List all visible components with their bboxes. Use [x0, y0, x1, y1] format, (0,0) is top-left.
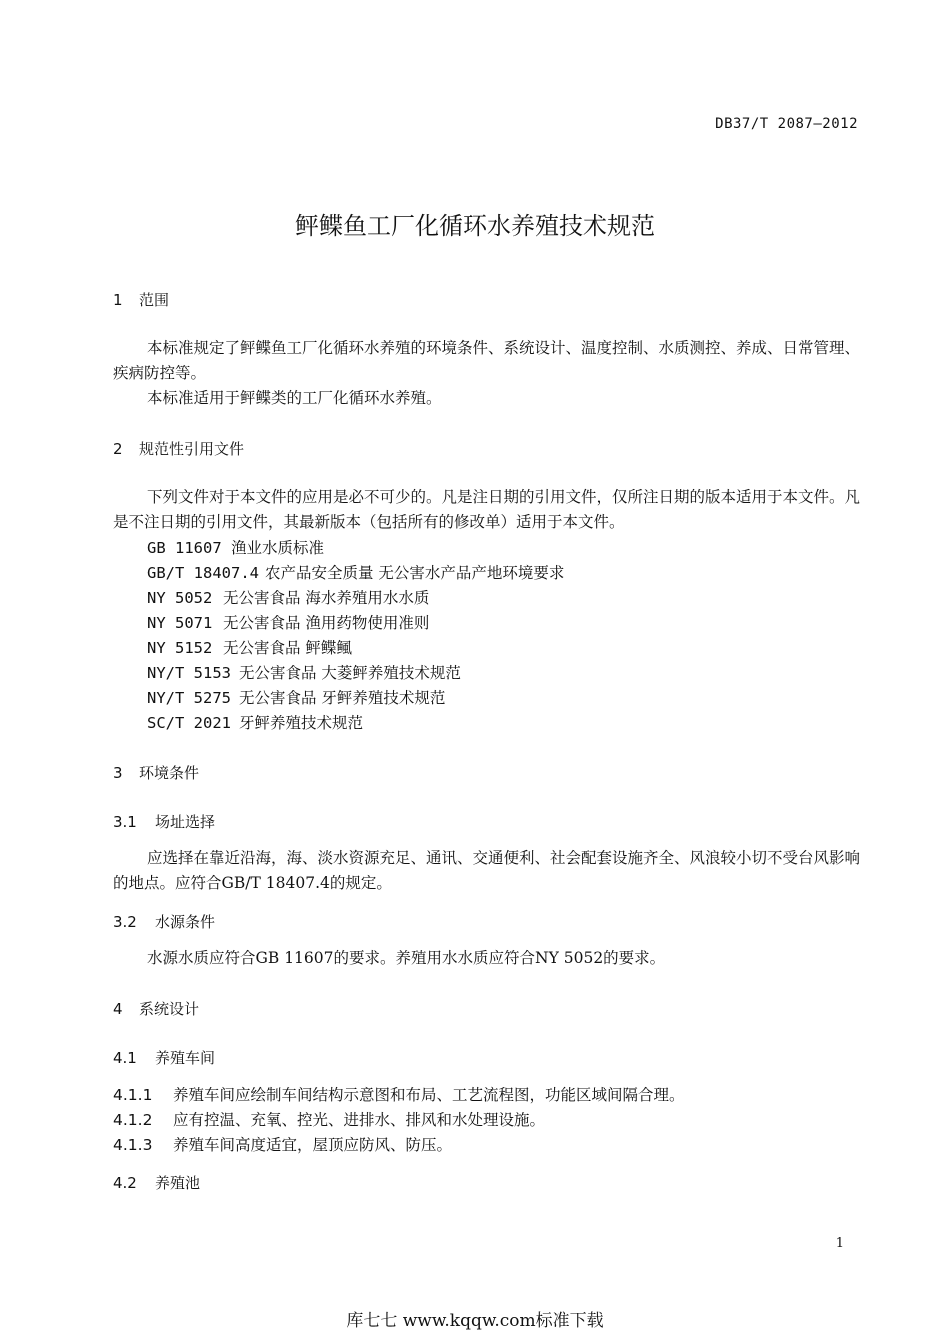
section-title: 范围: [139, 291, 170, 309]
section-number: 3.1: [113, 813, 137, 831]
reference-item: [147, 561, 564, 583]
section-4-1-heading: [113, 1047, 215, 1068]
section-4-heading: [113, 998, 199, 1019]
clause-text: 养殖车间高度适宜，屋顶应防风、防压。: [173, 1136, 453, 1154]
reference-name: 牙鲆养殖技术规范: [239, 714, 364, 732]
section-3-1-heading: [113, 811, 215, 832]
reference-name: 无公害食品 渔用药物使用准则: [223, 614, 430, 632]
clause-number: 4.1.1: [113, 1086, 153, 1104]
section-title: 养殖池: [155, 1174, 201, 1192]
reference-name: 无公害食品 鲆鲽鲺: [223, 639, 352, 657]
reference-code: NY/T 5275: [147, 689, 231, 707]
section-1-paragraph-1: 本标准规定了鲆鲽鱼工厂化循环水养殖的环境条件、系统设计、温度控制、水质测控、养成、日常管理、疾病防控等。: [113, 339, 861, 382]
reference-item: [147, 536, 324, 558]
reference-item: [147, 686, 445, 708]
reference-item: [147, 611, 429, 633]
reference-code: GB 11607: [147, 539, 222, 557]
section-number: 1: [113, 291, 123, 309]
clause-text: 应有控温、充氧、控光、进排水、排风和水处理设施。: [173, 1111, 546, 1129]
section-title: 环境条件: [139, 764, 200, 782]
clause-text: 养殖车间应绘制车间结构示意图和布局、工艺流程图，功能区域间隔合理。: [173, 1086, 685, 1104]
clause-number: 4.1.2: [113, 1111, 153, 1129]
section-2-heading: [113, 438, 244, 459]
reference-item: [147, 661, 461, 683]
section-number: 4: [113, 1000, 123, 1018]
reference-code: NY 5071: [147, 614, 213, 632]
clause-item: [113, 1108, 545, 1130]
document-title: 鲆鲽鱼工厂化循环水养殖技术规范: [295, 212, 655, 240]
reference-name: 无公害食品 海水养殖用水水质: [223, 589, 430, 607]
reference-name: 农产品安全质量 无公害水产品产地环境要求: [265, 564, 565, 582]
reference-code: NY 5052: [147, 589, 213, 607]
section-title: 场址选择: [155, 813, 216, 831]
reference-name: 无公害食品 牙鲆养殖技术规范: [239, 689, 446, 707]
section-number: 4.2: [113, 1174, 137, 1192]
section-number: 3.2: [113, 913, 137, 931]
reference-name: 渔业水质标准: [231, 539, 325, 557]
section-title: 水源条件: [155, 913, 216, 931]
section-title: 规范性引用文件: [139, 440, 245, 458]
clause-number: 4.1.3: [113, 1136, 153, 1154]
section-3-2-heading: [113, 911, 215, 932]
section-1-heading: [113, 289, 169, 310]
section-4-2-heading: [113, 1172, 200, 1193]
reference-code: GB/T 18407.4: [147, 564, 259, 582]
section-1-paragraph-2: 本标准适用于鲆鲽类的工厂化循环水养殖。: [147, 389, 442, 407]
section-3-1-text: 应选择在靠近沿海，海、淡水资源充足、通讯、交通便利、社会配套设施齐全、风浪较小切不受台风影响的地点。应符合GB/T 18407.4的规定。: [113, 849, 861, 892]
section-3-heading: [113, 762, 199, 783]
page-number: 1: [835, 1236, 844, 1251]
reference-name: 无公害食品 大菱鲆养殖技术规范: [239, 664, 461, 682]
section-2-intro: 下列文件对于本文件的应用是必不可少的。凡是注日期的引用文件，仅所注日期的版本适用于本文件。凡是不注日期的引用文件，其最新版本（包括所有的修改单）适用于本文件。: [113, 488, 861, 531]
reference-item: [147, 636, 352, 658]
clause-item: [113, 1083, 685, 1105]
section-title: 养殖车间: [155, 1049, 216, 1067]
reference-code: SC/T 2021: [147, 714, 231, 732]
section-number: 3: [113, 764, 123, 782]
section-number: 2: [113, 440, 123, 458]
reference-code: NY/T 5153: [147, 664, 231, 682]
clause-item: [113, 1133, 452, 1155]
reference-code: NY 5152: [147, 639, 213, 657]
section-number: 4.1: [113, 1049, 137, 1067]
footer-watermark: 库七七 www.kqqw.com标准下载: [346, 1311, 604, 1331]
reference-item: [147, 711, 363, 733]
section-3-2-text: 水源水质应符合GB 11607的要求。养殖用水水质应符合NY 5052的要求。: [147, 949, 666, 967]
standard-code: DB37/T 2087—2012: [715, 116, 858, 132]
section-title: 系统设计: [139, 1000, 200, 1018]
reference-item: [147, 586, 429, 608]
